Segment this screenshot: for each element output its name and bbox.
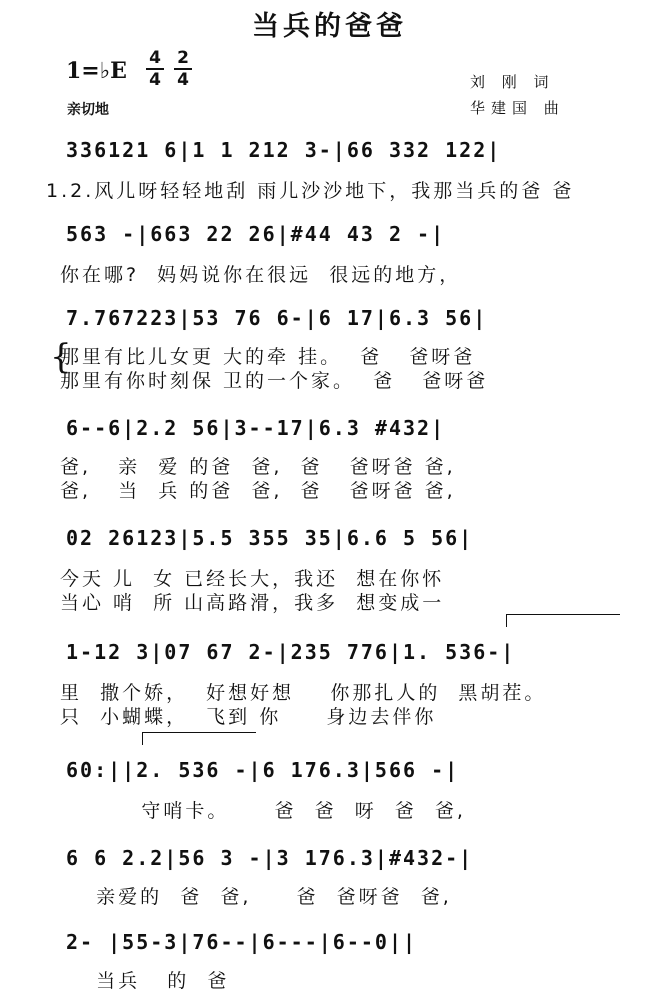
- meter-4-4: [146, 49, 164, 90]
- meter-numerator: 4: [146, 49, 164, 70]
- lyric-row-6-line-1: 里 撒个娇， 好想好想 你那扎人的 黑胡茬。: [60, 682, 547, 704]
- notation-row-6: 1-12 3|07 67 2-|235 776|1. 536-|: [66, 640, 516, 664]
- meter-denominator: 4: [177, 70, 189, 90]
- meter-numerator: 2: [174, 49, 192, 70]
- lyric-row-2-line-1: 你在哪? 妈妈说你在很远 很远的地方，: [60, 264, 462, 286]
- notation-row-4: 6--6|2.2 56|3--17|6.3 #432|: [66, 416, 446, 440]
- lyric-row-9-line-1: 当兵 的 爸: [60, 970, 230, 992]
- lyric-row-5-line-2: 当心 哨 所 山高路滑，我多 想变成一: [60, 592, 445, 614]
- notation-row-2: 563 -|663 22 26|#44 43 2 -|: [66, 222, 446, 246]
- notation-row-3: 7.767223|53 76 6-|6 17|6.3 56|: [66, 306, 488, 330]
- second-ending-bracket: [142, 732, 256, 745]
- notation-row-9: 2- |55-3|76--|6---|6--0||: [66, 930, 418, 954]
- notation-row-1: 336121 6|1 1 212 3-|66 332 122|: [66, 138, 502, 162]
- lyric-row-3-line-2: 那里有你时刻保 卫的一个家。 爸 爸呀爸: [60, 370, 489, 392]
- notation-row-5: 02 26123|5.5 355 35|6.6 5 56|: [66, 526, 474, 550]
- notation-row-7: 60:||2. 536 -|6 176.3|566 -|: [66, 758, 460, 782]
- lyric-row-3-line-1: 那里有比儿女更 大的牵 挂。 爸 爸呀爸: [60, 346, 476, 368]
- key-signature: 1=♭E: [66, 58, 127, 84]
- verse-brace: {: [50, 337, 72, 377]
- lyric-row-1-line-1: 1.2.风儿呀轻轻地刮 雨儿沙沙地下，我那当兵的爸 爸: [46, 180, 575, 202]
- lyric-row-7-line-1: 守哨卡。 爸 爸 呀 爸 爸,: [60, 800, 466, 822]
- meter-denominator: 4: [149, 70, 161, 90]
- first-ending-bracket: [506, 614, 620, 627]
- lyric-row-5-line-1: 今天 儿 女 已经长大，我还 想在你怀: [60, 568, 445, 590]
- song-title: 当兵的爸爸: [252, 11, 407, 42]
- notation-row-8: 6 6 2.2|56 3 -|3 176.3|#432-|: [66, 846, 474, 870]
- composer-credit: 华建国 曲: [470, 99, 565, 117]
- lyric-row-8-line-1: 亲爱的 爸 爸, 爸 爸呀爸 爸,: [60, 886, 452, 908]
- lyric-row-4-line-1: 爸, 亲 爱 的爸 爸, 爸 爸呀爸 爸,: [60, 456, 456, 478]
- lyric-row-6-line-2: 只 小蝴蝶， 飞到 你 身边去伴你: [60, 706, 437, 728]
- lyricist-credit: 刘 刚 词: [470, 73, 555, 91]
- tempo-marking: 亲切地: [67, 102, 109, 118]
- lyric-row-4-line-2: 爸, 当 兵 的爸 爸, 爸 爸呀爸 爸,: [60, 480, 456, 502]
- meter-2-4: [174, 49, 192, 90]
